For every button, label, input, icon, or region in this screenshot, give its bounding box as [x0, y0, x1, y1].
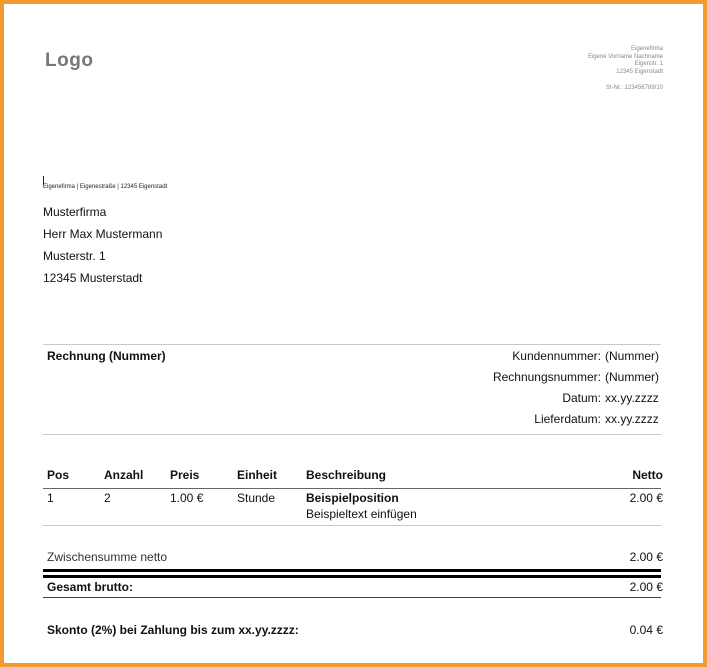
meta-row-delivery-date: Lieferdatum: xx.yy.zzzz	[534, 412, 659, 426]
total-gross-label: Gesamt brutto:	[47, 580, 134, 594]
meta-row-invoice-number: Rechnungsnummer: (Nummer)	[492, 370, 659, 384]
row-net: 2.00 €	[629, 491, 663, 505]
sender-spacer	[503, 76, 663, 85]
sender-company: Eigenefirma	[630, 46, 663, 52]
sender-name: Eigene Vorname Nachname	[587, 53, 663, 60]
column-header-unit: Einheit	[237, 468, 278, 482]
total-bottom-rule	[43, 597, 661, 598]
row-price: 1.00 €	[170, 491, 204, 505]
meta-row-date: Datum: xx.yy.zzzz	[562, 391, 659, 405]
divider	[43, 344, 661, 345]
recipient-address	[43, 201, 162, 289]
column-header-pos: Pos	[47, 468, 70, 482]
row-item-text: Beispieltext einfügen	[306, 507, 417, 521]
logo: Logo	[45, 50, 94, 71]
column-header-description: Beschreibung	[306, 468, 387, 482]
meta-row-customer-number: Kundennummer: (Nummer)	[512, 349, 659, 363]
divider	[43, 525, 661, 526]
recipient-name: Herr Max Mustermann	[43, 227, 163, 241]
recipient-company: Musterfirma	[43, 205, 107, 219]
recipient-street: Musterstr. 1	[43, 249, 106, 263]
total-gross-value: 2.00 €	[629, 580, 663, 594]
column-header-price: Preis	[170, 468, 200, 482]
row-pos: 1	[47, 491, 54, 505]
sender-tax-number: St-Nr.: 123456789/10	[605, 85, 663, 91]
total-rule-bottom	[43, 575, 661, 578]
recipient-city: 12345 Musterstadt	[43, 271, 143, 285]
row-item-title: Beispielposition	[306, 491, 399, 505]
subtotal-value: 2.00 €	[629, 550, 663, 564]
invoice-title: Rechnung (Nummer)	[47, 349, 166, 363]
row-unit: Stunde	[237, 491, 276, 505]
discount-label: Skonto (2%) bei Zahlung bis zum xx.yy.zzzz:	[47, 623, 299, 637]
row-qty: 2	[104, 491, 111, 505]
column-header-net: Netto	[632, 468, 663, 482]
return-address-line: Eigenefirma | Eigenestraße | 12345 Eigenstadt	[43, 184, 168, 190]
sender-street: Eigenstr. 1	[634, 61, 663, 67]
column-header-qty: Anzahl	[104, 468, 144, 482]
divider	[43, 434, 661, 435]
subtotal-label: Zwischensumme netto	[47, 550, 168, 564]
discount-value: 0.04 €	[629, 623, 663, 637]
sender-address-block	[503, 46, 663, 93]
total-rule-top	[43, 569, 661, 572]
table-header-rule	[43, 488, 661, 489]
sender-city: 12345 Eigenstadt	[616, 68, 663, 75]
invoice-meta	[493, 346, 663, 430]
